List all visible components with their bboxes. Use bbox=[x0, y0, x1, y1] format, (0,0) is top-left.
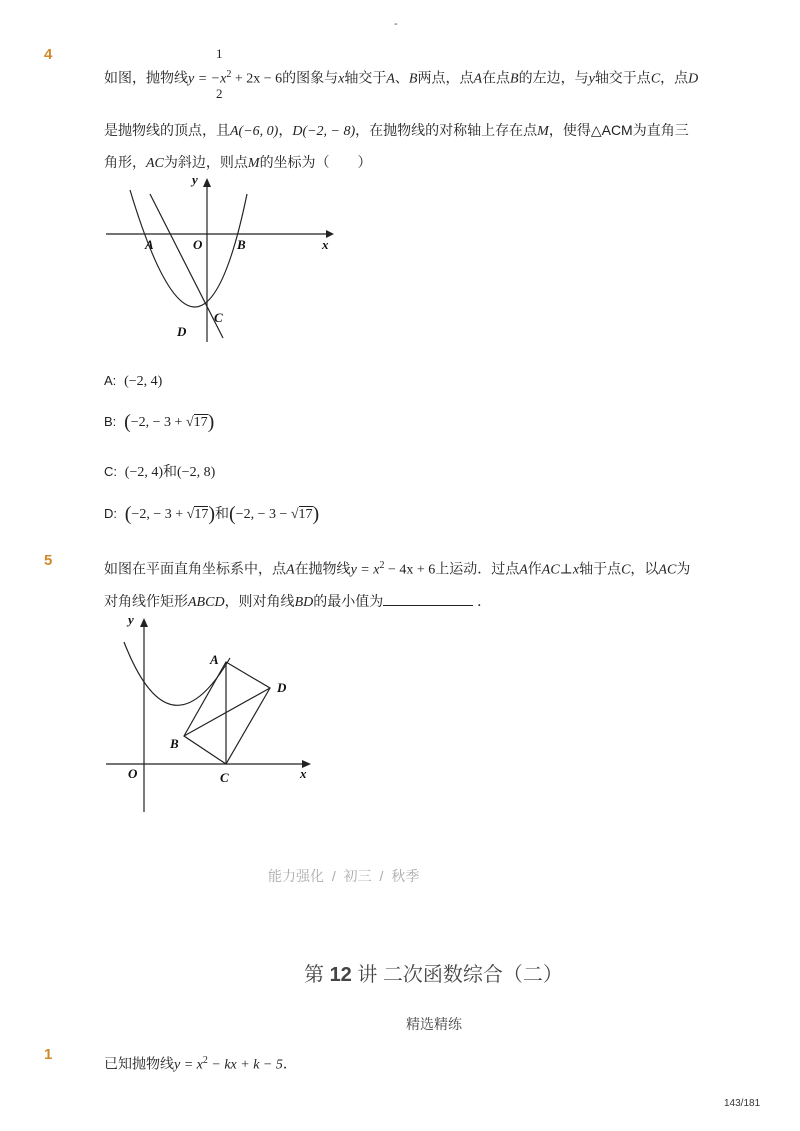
page-footer: 能力强化 / 初三 / 秋季 bbox=[268, 868, 420, 884]
line-ac bbox=[150, 194, 223, 338]
label-x: x bbox=[300, 766, 307, 781]
diagonal-bd bbox=[184, 688, 270, 736]
label-C: C bbox=[220, 770, 229, 785]
q5-line-2: 对角线作矩形ABCD，则对角线BD的最小值为 ． bbox=[104, 593, 492, 610]
option-b[interactable]: B: (−2, − 3 + √17) bbox=[104, 411, 215, 433]
label-y: y bbox=[192, 172, 198, 187]
option-c[interactable]: C: (−2, 4)和(−2, 8) bbox=[104, 463, 216, 480]
page-number: 143/181 bbox=[724, 1098, 761, 1109]
header-mark: - bbox=[394, 18, 398, 30]
label-D: D bbox=[277, 680, 287, 695]
question-number-1: 1 bbox=[44, 1046, 53, 1063]
section-subtitle: 精选精练 bbox=[406, 1016, 462, 1032]
answer-blank[interactable] bbox=[383, 593, 473, 606]
label-A: A bbox=[210, 652, 219, 667]
y-axis-arrow-icon bbox=[140, 618, 148, 627]
option-d[interactable]: D: (−2, − 3 + √17)和(−2, − 3 − √17) bbox=[104, 503, 320, 525]
rectangle-abcd bbox=[184, 662, 270, 764]
option-a[interactable]: A: (−2, 4) bbox=[104, 373, 163, 389]
q5-graph bbox=[100, 612, 320, 817]
label-O: O bbox=[128, 766, 138, 781]
q5-line-1: 如图在平面直角坐标系中，点A在抛物线$y = x^2 - 4x + 6$上运动．过点A作AC⊥x轴于点C，以AC为 bbox=[104, 560, 691, 578]
label-A: A bbox=[145, 237, 154, 252]
q1-line-1: 已知抛物线$y = x^2$ − kx + k − 5． bbox=[104, 1055, 297, 1073]
label-B: B bbox=[237, 237, 246, 252]
label-D: D bbox=[177, 324, 187, 339]
q4-line-2: 是抛物线的顶点，且A(−6, 0)，D(−2, − 8)，在抛物线的对称轴上存在点M，使得△ACM为直角三 bbox=[104, 122, 689, 139]
question-number-4: 4 bbox=[44, 46, 53, 63]
question-number-5: 5 bbox=[44, 552, 53, 569]
q4-line-3: 角形，AC为斜边，则点M的坐标为（ ） bbox=[104, 154, 372, 171]
label-B: B bbox=[170, 736, 179, 751]
label-C: C bbox=[214, 310, 223, 325]
label-y: y bbox=[128, 612, 134, 627]
y-axis-arrow-icon bbox=[203, 178, 211, 187]
fraction-denominator: 2 bbox=[216, 86, 223, 101]
lecture-title: 第 12 讲 二次函数综合（二） bbox=[304, 964, 563, 986]
q4-graph bbox=[100, 172, 340, 344]
label-x: x bbox=[322, 237, 329, 252]
q4-line-1: 如图，抛物线$y = -x^2 + 2x - 6$的图象与x轴交于A、B两点，点A在点B的左边，与y轴交于点C，点D bbox=[104, 69, 699, 87]
label-O: O bbox=[193, 237, 203, 252]
fraction-numerator: 1 bbox=[216, 46, 223, 61]
